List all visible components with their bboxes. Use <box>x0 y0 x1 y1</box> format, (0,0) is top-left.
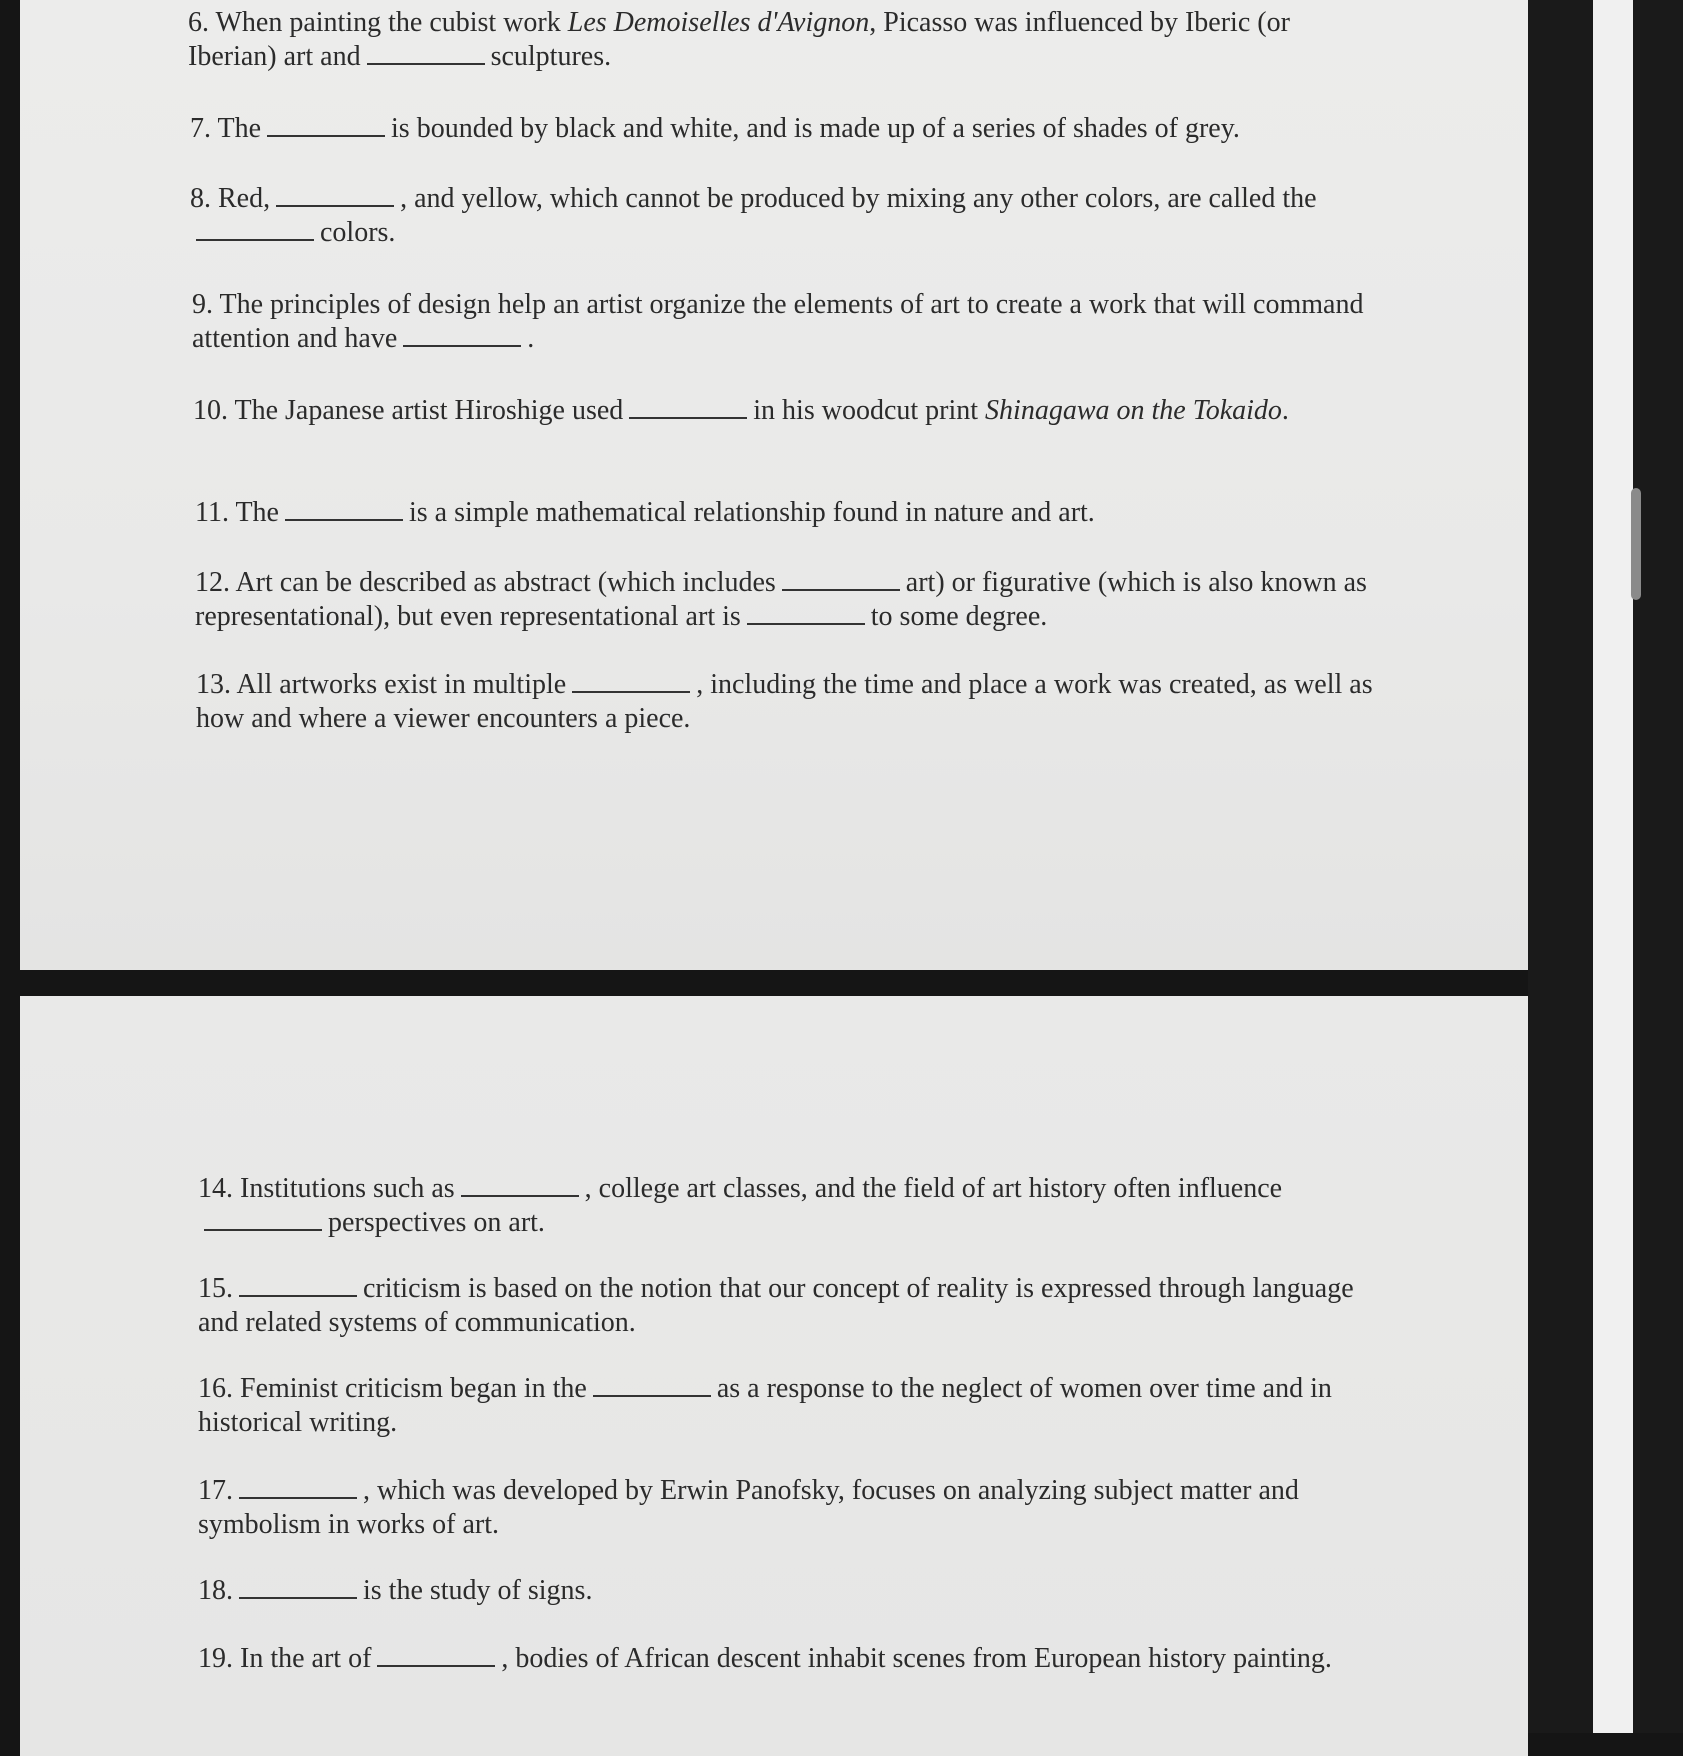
artwork-title: Shinagawa on the Tokaido <box>985 395 1282 426</box>
answer-blank <box>572 671 690 693</box>
scrollbar-thumb[interactable] <box>1631 488 1641 600</box>
question-19: 19. In the art of , bodies of African descent inhabit scenes from European history painting. <box>198 1643 1332 1674</box>
answer-blank <box>285 499 403 521</box>
answer-blank <box>782 569 900 591</box>
answer-blank <box>239 1275 357 1297</box>
answer-blank <box>267 115 385 137</box>
question-12: 12. Art can be described as abstract (which includes art) or figurative (which is also known as representational), but even representational art is to some degree. <box>195 567 1367 632</box>
answer-blank <box>239 1577 357 1599</box>
question-17: 17. , which was developed by Erwin Panofsky, focuses on analyzing subject matter and symbolism in works of art. <box>198 1475 1299 1540</box>
question-11: 11. The is a simple mathematical relationship found in nature and art. <box>195 497 1095 528</box>
answer-blank <box>403 325 521 347</box>
scroll-track[interactable] <box>1593 0 1633 1733</box>
question-6: 6. When painting the cubist work Les Demoiselles d'Avignon, Picasso was influenced by Iberic (or Iberian) art and sculptures. <box>188 7 1290 72</box>
answer-blank <box>629 397 747 419</box>
question-10: 10. The Japanese artist Hiroshige used in his woodcut print Shinagawa on the Tokaido. <box>193 395 1289 426</box>
question-14: 14. Institutions such as , college art classes, and the field of art history often influenceperspectives on art. <box>198 1173 1283 1238</box>
answer-blank <box>196 219 314 241</box>
question-9: 9. The principles of design help an artist organize the elements of art to create a work that will command attention and have . <box>192 289 1364 354</box>
question-8: 8. Red, , and yellow, which cannot be produced by mixing any other colors, are called thecolors. <box>190 183 1317 248</box>
artwork-title: Les Demoiselles d'Avignon <box>567 7 870 38</box>
question-15: 15. criticism is based on the notion that our concept of reality is expressed through language and related systems of communication. <box>198 1273 1354 1338</box>
question-16: 16. Feminist criticism began in the as a response to the neglect of women over time and in historical writing. <box>198 1373 1332 1438</box>
answer-blank <box>593 1375 711 1397</box>
question-13: 13. All artworks exist in multiple , including the time and place a work was created, as well as how and where a viewer encounters a piece. <box>196 669 1373 734</box>
question-7: 7. The is bounded by black and white, and is made up of a series of shades of grey. <box>190 113 1240 144</box>
answer-blank <box>239 1477 357 1499</box>
worksheet-page-2 <box>20 996 1528 1756</box>
answer-blank <box>204 1209 322 1231</box>
answer-blank <box>377 1645 495 1667</box>
answer-blank <box>747 603 865 625</box>
worksheet-page-1 <box>20 0 1528 970</box>
answer-blank <box>276 185 394 207</box>
question-18: 18. is the study of signs. <box>198 1575 593 1606</box>
answer-blank <box>461 1175 579 1197</box>
answer-blank <box>367 43 485 65</box>
